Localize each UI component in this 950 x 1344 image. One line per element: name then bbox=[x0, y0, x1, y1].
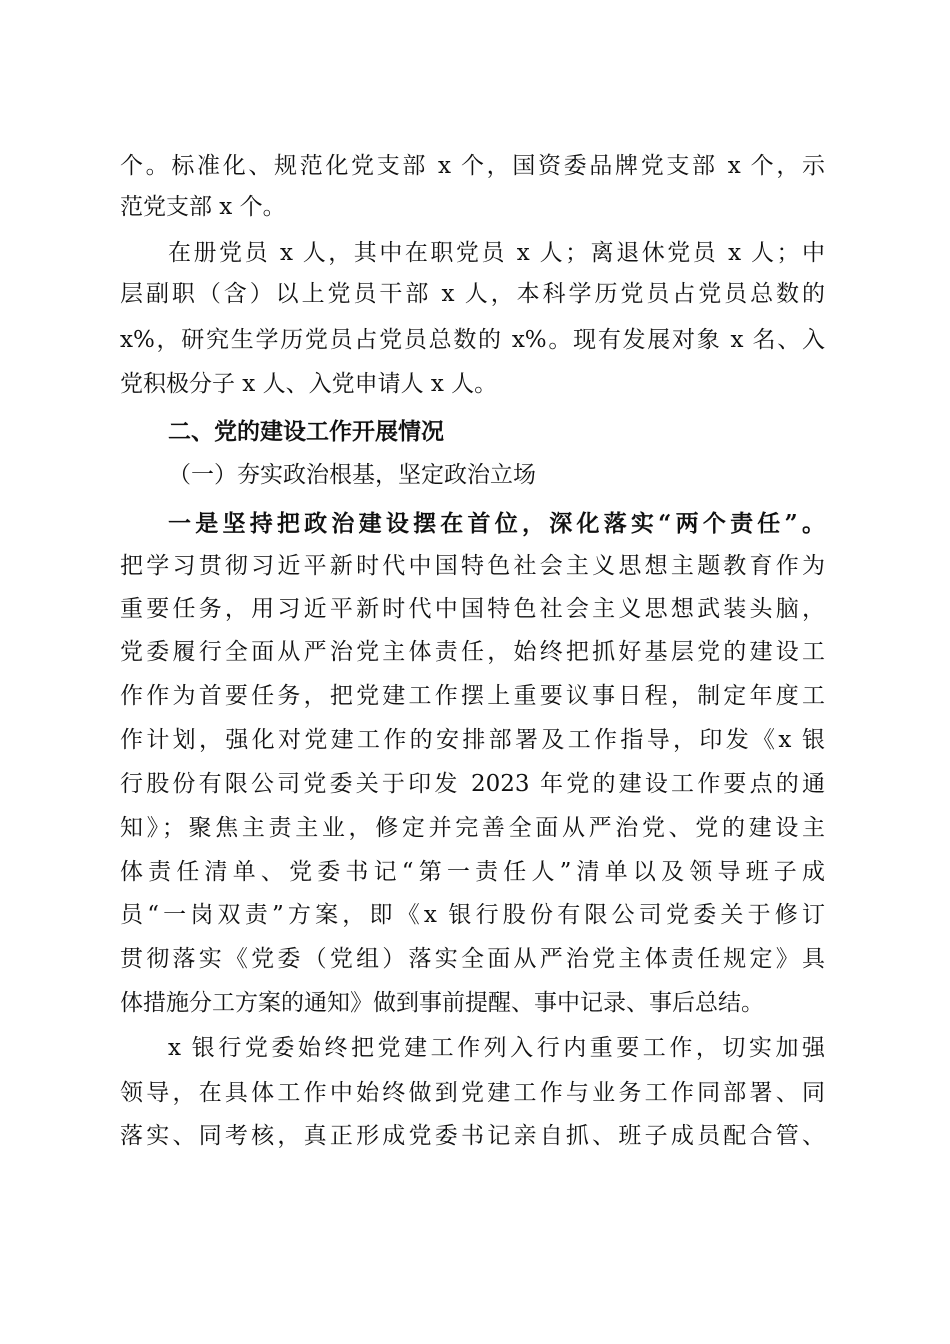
subsection-heading: （一）夯实政治根基，坚定政治立场 bbox=[168, 462, 536, 488]
section-heading: 二、党的建设工作开展情况 bbox=[168, 419, 444, 445]
paragraph-4-line-3: 落实、同考核，真正形成党委书记亲自抓、班子成员配合管、 bbox=[120, 1123, 825, 1149]
paragraph-3-line-8: 知》；聚焦主责主业，修定并完善全面从严治党、党的建设主 bbox=[120, 815, 825, 841]
paragraph-3-line-2: 把学习贯彻习近平新时代中国特色社会主义思想主题教育作为 bbox=[120, 553, 825, 579]
paragraph-3-line-6: 作计划，强化对党建工作的安排部署及工作指导，印发《x 银 bbox=[120, 727, 825, 753]
paragraph-2-line-4: 党积极分子 x 人、入党申请人 x 人。 bbox=[120, 371, 498, 397]
paragraph-1-line-3: 范党支部 x 个。 bbox=[120, 194, 286, 220]
paragraph-3-line-10: 员“一岗双责”方案，即《x 银行股份有限公司党委关于修订 bbox=[120, 902, 825, 928]
paragraph-3-lead: 一是坚持把政治建设摆在首位，深化落实“两个责任”。 bbox=[168, 510, 825, 537]
paragraph-3-line-9: 体责任清单、党委书记“第一责任人”清单以及领导班子成 bbox=[120, 859, 825, 885]
paragraph-3-line-7: 行股份有限公司党委关于印发 2023 年党的建设工作要点的通 bbox=[120, 771, 825, 797]
paragraph-4-line-2: 领导，在具体工作中始终做到党建工作与业务工作同部署、同 bbox=[120, 1080, 825, 1106]
paragraph-3-line-12: 体措施分工方案的通知》做到事前提醒、事中记录、事后总结。 bbox=[120, 990, 764, 1016]
paragraph-2-line-1: 在册党员 x 人，其中在职党员 x 人；离退休党员 x 人；中 bbox=[168, 240, 825, 266]
paragraph-3-line-3: 重要任务，用习近平新时代中国特色社会主义思想武装头脑， bbox=[120, 596, 825, 622]
paragraph-1-line-2: 个。标准化、规范化党支部 x 个，国资委品牌党支部 x 个，示 bbox=[120, 153, 825, 179]
paragraph-3-line-4: 党委履行全面从严治党主体责任，始终把抓好基层党的建设工 bbox=[120, 639, 825, 665]
paragraph-2-line-2: 层副职（含）以上党员干部 x 人，本科学历党员占党员总数的 bbox=[120, 281, 825, 307]
paragraph-4-line-1: x 银行党委始终把党建工作列入行内重要工作，切实加强 bbox=[168, 1035, 825, 1061]
paragraph-3-line-5: 作作为首要任务，把党建工作摆上重要议事日程，制定年度工 bbox=[120, 683, 825, 709]
paragraph-2-line-3: x%，研究生学历党员占党员总数的 x%。现有发展对象 x 名、入 bbox=[120, 327, 825, 353]
paragraph-3-line-11: 贯彻落实《党委（党组）落实全面从严治党主体责任规定》具 bbox=[120, 946, 825, 972]
